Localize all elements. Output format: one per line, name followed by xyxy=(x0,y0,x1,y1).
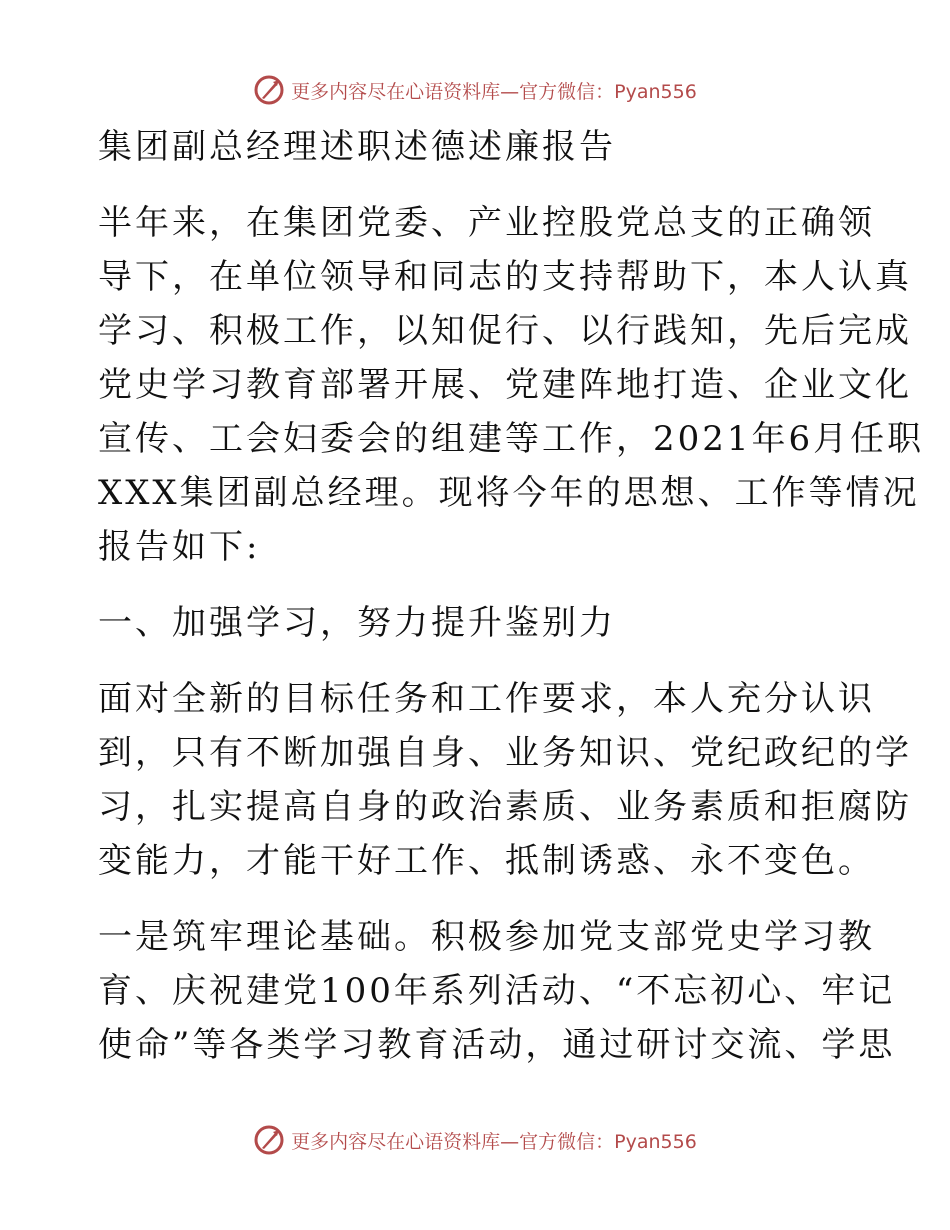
quill-logo-icon xyxy=(253,74,285,106)
section-heading xyxy=(98,596,858,650)
text-line: 党史学习教育部署开展、党建阵地打造、企业文化 xyxy=(98,365,912,405)
text-line: 育、庆祝建党100年系列活动、“不忘初心、牢记 xyxy=(98,971,896,1011)
footer-banner-text: 更多内容尽在心语资料库—官方微信：Pyan556 xyxy=(291,1130,697,1153)
text-line: 习，扎实提高自身的政治素质、业务素质和拒腐防 xyxy=(98,787,912,827)
text-line: 报告如下: xyxy=(98,527,261,567)
paragraph-theory xyxy=(98,910,896,1072)
text-line: 宣传、工会妇委会的组建等工作，2021年6月任职 xyxy=(98,419,925,459)
paragraph-learning xyxy=(98,672,912,888)
paragraph-intro xyxy=(98,196,925,574)
text-line: 一、加强学习，努力提升鉴别力 xyxy=(98,603,616,643)
document-body xyxy=(98,120,925,1072)
quill-logo-icon xyxy=(253,1124,285,1156)
text-line: 学习、积极工作，以知促行、以行践知，先后完成 xyxy=(98,311,912,351)
text-line: 半年来，在集团党委、产业控股党总支的正确领 xyxy=(98,203,875,243)
text-line: 使命”等各类学习教育活动，通过研讨交流、学思 xyxy=(98,1025,896,1065)
text-line: XXX集团副总经理。现将今年的思想、工作等情况 xyxy=(98,473,920,513)
text-line: 到，只有不断加强自身、业务知识、党纪政纪的学 xyxy=(98,733,912,773)
header-banner xyxy=(0,70,950,110)
header-banner-text: 更多内容尽在心语资料库—官方微信：Pyan556 xyxy=(291,80,697,103)
text-line: 面对全新的目标任务和工作要求，本人充分认识 xyxy=(98,679,875,719)
text-line: 变能力，才能干好工作、抵制诱惑、永不变色。 xyxy=(98,841,875,881)
text-line: 一是筑牢理论基础。积极参加党支部党史学习教 xyxy=(98,917,875,957)
footer-banner xyxy=(0,1120,950,1160)
text-line: 导下，在单位领导和同志的支持帮助下，本人认真 xyxy=(98,257,912,297)
document-title: 集团副总经理述职述德述廉报告 xyxy=(98,127,616,167)
